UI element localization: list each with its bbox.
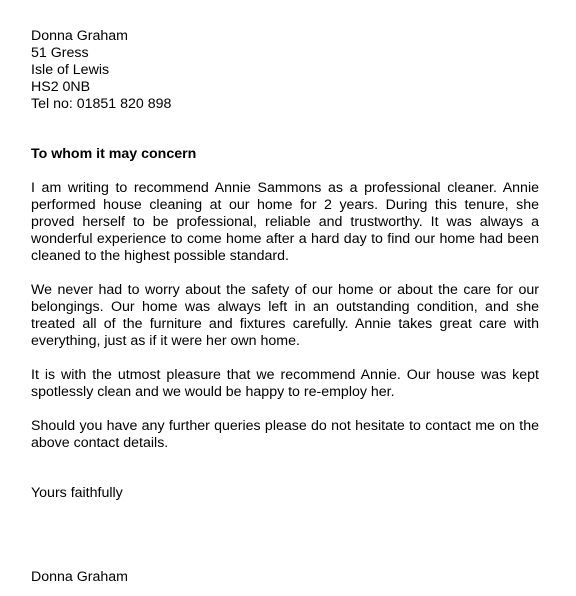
letter-paragraph-4: Should you have any further queries please do not hesitate to contact me on the above contact details. bbox=[31, 418, 539, 451]
letter-salutation: To whom it may concern bbox=[31, 146, 197, 162]
sender-phone: Tel no: 01851 820 898 bbox=[31, 96, 172, 112]
sender-name: Donna Graham bbox=[31, 28, 128, 44]
letter-closing: Yours faithfully bbox=[31, 485, 123, 501]
letter-paragraph-1: I am writing to recommend Annie Sammons as a professional cleaner. Annie performed house cleaning at our home for 2 years. During this tenure, she proved herself to be professional, reliable and trustworthy. It was always a wonderful experience to come home after a hard day to find our home had been cleaned to the highest possible standard. bbox=[31, 180, 539, 264]
sender-postcode: HS2 0NB bbox=[31, 79, 91, 95]
letter-paragraph-2: We never had to worry about the safety of our home or about the care for our belongings. Our home was always left in an outstanding condition, and she treated all of the furniture and fixtures carefully. Annie takes great care with everything, just as if it were her own home. bbox=[31, 282, 539, 349]
letter-page bbox=[31, 28, 539, 586]
letter-signature-name: Donna Graham bbox=[31, 569, 128, 585]
letter-paragraph-3: It is with the utmost pleasure that we recommend Annie. Our house was kept spotlessly clean and we would be happy to re-employ her. bbox=[31, 367, 539, 400]
sender-address-line-2: Isle of Lewis bbox=[31, 62, 110, 78]
sender-address-line-1: 51 Gress bbox=[31, 45, 89, 61]
sender-address-block bbox=[31, 28, 539, 113]
